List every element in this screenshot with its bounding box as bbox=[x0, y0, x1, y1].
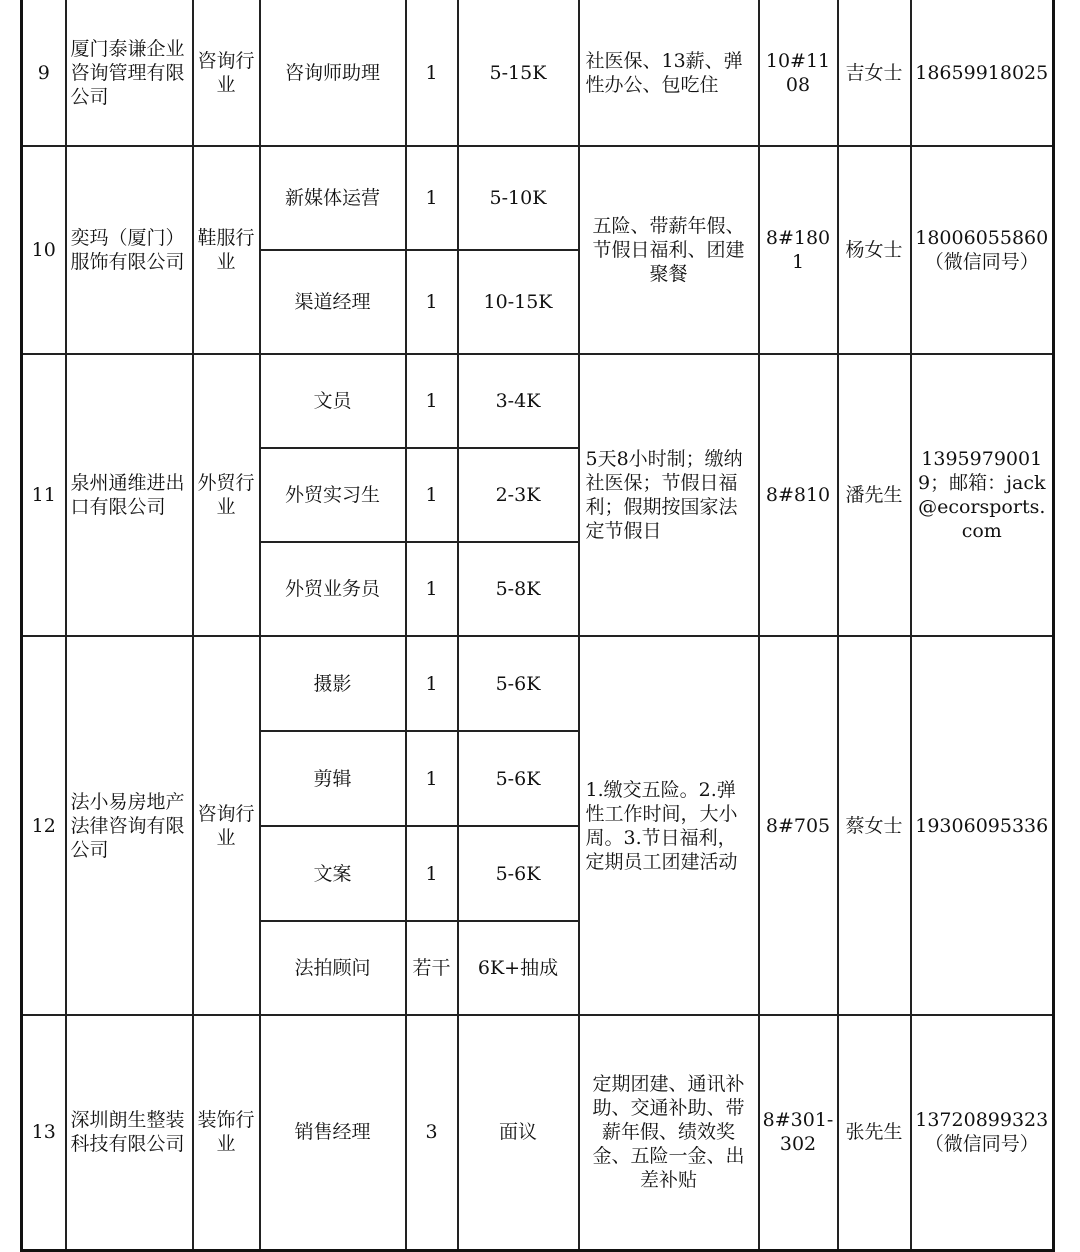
position-title: 外贸业务员 bbox=[260, 542, 406, 636]
industry: 外贸行业 bbox=[193, 354, 260, 636]
industry: 鞋服行业 bbox=[193, 146, 260, 354]
position-salary: 5-8K bbox=[458, 542, 579, 636]
position-salary: 2-3K bbox=[458, 448, 579, 542]
contact-person: 蔡女士 bbox=[838, 636, 911, 1015]
position-salary: 5-6K bbox=[458, 636, 579, 731]
position-salary: 10-15K bbox=[458, 250, 579, 354]
benefits: 定期团建、通讯补助、交通补助、带薪年假、绩效奖金、五险一金、出差补贴 bbox=[579, 1015, 759, 1250]
contact-person: 吉女士 bbox=[838, 0, 911, 146]
position-salary: 5-10K bbox=[458, 146, 579, 250]
contact-phone: 13720899323（微信同号） bbox=[911, 1015, 1054, 1250]
position-title: 销售经理 bbox=[260, 1015, 406, 1250]
table-row bbox=[22, 146, 1054, 250]
benefits: 1.缴交五险。2.弹性工作时间，大小周。3.节日福利，定期员工团建活动 bbox=[579, 636, 759, 1015]
contact-phone: 19306095336 bbox=[911, 636, 1054, 1015]
recruitment-table bbox=[20, 0, 1055, 1252]
contact-phone: 13959790019；邮箱：jack@ecorsports.com bbox=[911, 354, 1054, 636]
contact-person: 潘先生 bbox=[838, 354, 911, 636]
benefits: 社医保、13薪、弹性办公、包吃住 bbox=[579, 0, 759, 146]
position-title: 法拍顾问 bbox=[260, 921, 406, 1015]
industry: 咨询行业 bbox=[193, 636, 260, 1015]
position-count: 1 bbox=[406, 0, 458, 146]
booth-number: 8#301-302 bbox=[759, 1015, 838, 1250]
table-row bbox=[22, 636, 1054, 731]
company-name: 法小易房地产法律咨询有限公司 bbox=[66, 636, 193, 1015]
position-count: 1 bbox=[406, 448, 458, 542]
position-count: 1 bbox=[406, 146, 458, 250]
position-salary: 5-6K bbox=[458, 731, 579, 826]
position-salary: 面议 bbox=[458, 1015, 579, 1250]
table-row bbox=[22, 0, 1054, 146]
position-title: 外贸实习生 bbox=[260, 448, 406, 542]
row-number: 13 bbox=[22, 1015, 66, 1250]
company-name: 奕玛（厦门）服饰有限公司 bbox=[66, 146, 193, 354]
position-count: 1 bbox=[406, 731, 458, 826]
position-title: 文案 bbox=[260, 826, 406, 921]
position-title: 文员 bbox=[260, 354, 406, 448]
position-title: 渠道经理 bbox=[260, 250, 406, 354]
contact-phone: 18659918025 bbox=[911, 0, 1054, 146]
contact-phone: 18006055860（微信同号） bbox=[911, 146, 1054, 354]
position-salary: 5-6K bbox=[458, 826, 579, 921]
company-name: 深圳朗生整装科技有限公司 bbox=[66, 1015, 193, 1250]
position-count: 1 bbox=[406, 826, 458, 921]
position-salary: 5-15K bbox=[458, 0, 579, 146]
booth-number: 8#705 bbox=[759, 636, 838, 1015]
position-salary: 3-4K bbox=[458, 354, 579, 448]
row-number: 10 bbox=[22, 146, 66, 354]
table-row bbox=[22, 1015, 1054, 1250]
position-count: 1 bbox=[406, 250, 458, 354]
row-number: 11 bbox=[22, 354, 66, 636]
position-title: 咨询师助理 bbox=[260, 0, 406, 146]
position-title: 新媒体运营 bbox=[260, 146, 406, 250]
position-count: 3 bbox=[406, 1015, 458, 1250]
benefits: 5天8小时制；缴纳社医保；节假日福利；假期按国家法定节假日 bbox=[579, 354, 759, 636]
industry: 咨询行业 bbox=[193, 0, 260, 146]
position-count: 1 bbox=[406, 636, 458, 731]
contact-person: 杨女士 bbox=[838, 146, 911, 354]
booth-number: 8#810 bbox=[759, 354, 838, 636]
booth-number: 10#1108 bbox=[759, 0, 838, 146]
position-title: 摄影 bbox=[260, 636, 406, 731]
row-number: 9 bbox=[22, 0, 66, 146]
table-row bbox=[22, 354, 1054, 448]
position-count: 1 bbox=[406, 542, 458, 636]
booth-number: 8#1801 bbox=[759, 146, 838, 354]
industry: 装饰行业 bbox=[193, 1015, 260, 1250]
contact-person: 张先生 bbox=[838, 1015, 911, 1250]
position-title: 剪辑 bbox=[260, 731, 406, 826]
company-name: 泉州通维进出口有限公司 bbox=[66, 354, 193, 636]
row-number: 12 bbox=[22, 636, 66, 1015]
company-name: 厦门泰谦企业咨询管理有限公司 bbox=[66, 0, 193, 146]
position-count: 若干 bbox=[406, 921, 458, 1015]
benefits: 五险、带薪年假、节假日福利、团建聚餐 bbox=[579, 146, 759, 354]
position-salary: 6K+抽成 bbox=[458, 921, 579, 1015]
position-count: 1 bbox=[406, 354, 458, 448]
